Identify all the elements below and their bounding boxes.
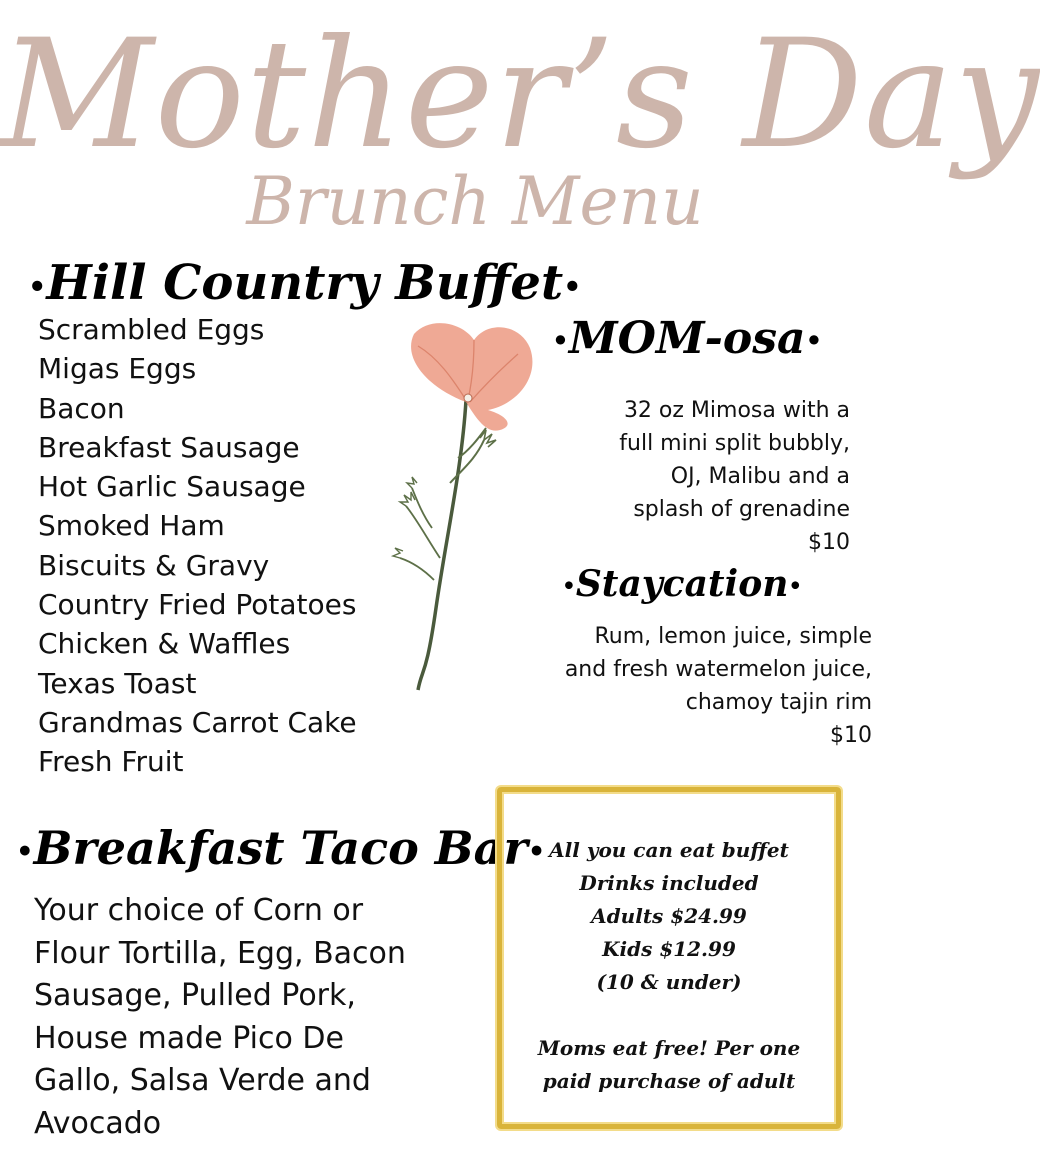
bullet-dot: •: [527, 835, 546, 868]
staycation-heading-text: Staycation: [575, 563, 789, 605]
kids-price: Kids $12.99: [602, 937, 736, 961]
bullet-dot: •: [788, 574, 803, 599]
pricing-box: [497, 787, 841, 1129]
description-line: 32 oz Mimosa with a: [623, 398, 850, 423]
description-line: chamoy tajin rim: [685, 690, 872, 715]
description-line: and fresh watermelon juice,: [564, 657, 872, 682]
description-line: Your choice of Corn or: [34, 893, 364, 928]
buffet-heading-text: Hill Country Buffet: [46, 255, 564, 311]
pricing-line: (10 & under): [596, 970, 742, 994]
bullet-dot: •: [805, 325, 823, 357]
momosa-price: $10: [808, 530, 850, 555]
description-line: Flour Tortilla, Egg, Bacon: [34, 935, 406, 971]
adult-price: Adults $24.99: [591, 904, 747, 928]
bullet-dot: •: [16, 835, 34, 868]
description-line: splash of grenadine: [633, 497, 850, 522]
list-item: Bacon: [38, 391, 125, 425]
bullet-dot: •: [552, 325, 569, 357]
pricing-text: [502, 834, 836, 1098]
spacer: [502, 999, 836, 1032]
menu-title: Mother’s Day: [0, 8, 1040, 182]
taco-bar-heading-text: Breakfast Taco Bar: [33, 821, 528, 875]
description-line: Gallo, Salsa Verde and: [34, 1063, 371, 1098]
description-line: Avocado: [34, 1105, 162, 1141]
menu-subtitle: Brunch Menu: [246, 163, 704, 240]
bullet-dot: •: [562, 574, 576, 599]
pricing-line: paid purchase of adult: [542, 1069, 796, 1093]
description-line: Sausage, Pulled Pork,: [34, 978, 356, 1013]
pricing-line: Moms eat free! Per one: [537, 1036, 801, 1060]
momosa-heading-text: MOM-osa: [568, 313, 806, 364]
list-item: Texas Toast: [38, 666, 197, 700]
momosa-heading: [552, 305, 822, 376]
description-line: House made Pico De: [34, 1020, 344, 1056]
pricing-line: All you can eat buffet: [549, 838, 789, 862]
bullet-dot: •: [28, 269, 47, 304]
list-item: Grandmas Carrot Cake: [38, 705, 357, 739]
description-line: full mini split bubbly,: [619, 431, 850, 456]
description-line: Rum, lemon juice, simple: [594, 624, 872, 649]
description-line: OJ, Malibu and a: [670, 464, 850, 489]
staycation-price: $10: [830, 723, 872, 748]
list-item: Country Fried Potatoes: [38, 588, 357, 622]
buffet-list: [38, 310, 357, 782]
staycation-description: [472, 620, 872, 752]
taco-bar-description: [34, 890, 464, 1145]
list-item: Breakfast Sausage: [38, 430, 300, 464]
list-item: Fresh Fruit: [38, 745, 184, 779]
staycation-heading: [562, 556, 802, 615]
list-item: Biscuits & Gravy: [38, 548, 270, 582]
taco-bar-heading: [16, 812, 545, 888]
list-item: Smoked Ham: [38, 509, 225, 543]
list-item: Chicken & Waffles: [38, 627, 291, 661]
pricing-line: Drinks included: [579, 871, 759, 895]
list-item: Scrambled Eggs: [38, 313, 265, 346]
momosa-description: [520, 394, 850, 559]
list-item: Migas Eggs: [38, 352, 197, 386]
bullet-dot: •: [563, 269, 582, 304]
list-item: Hot Garlic Sausage: [38, 470, 306, 504]
